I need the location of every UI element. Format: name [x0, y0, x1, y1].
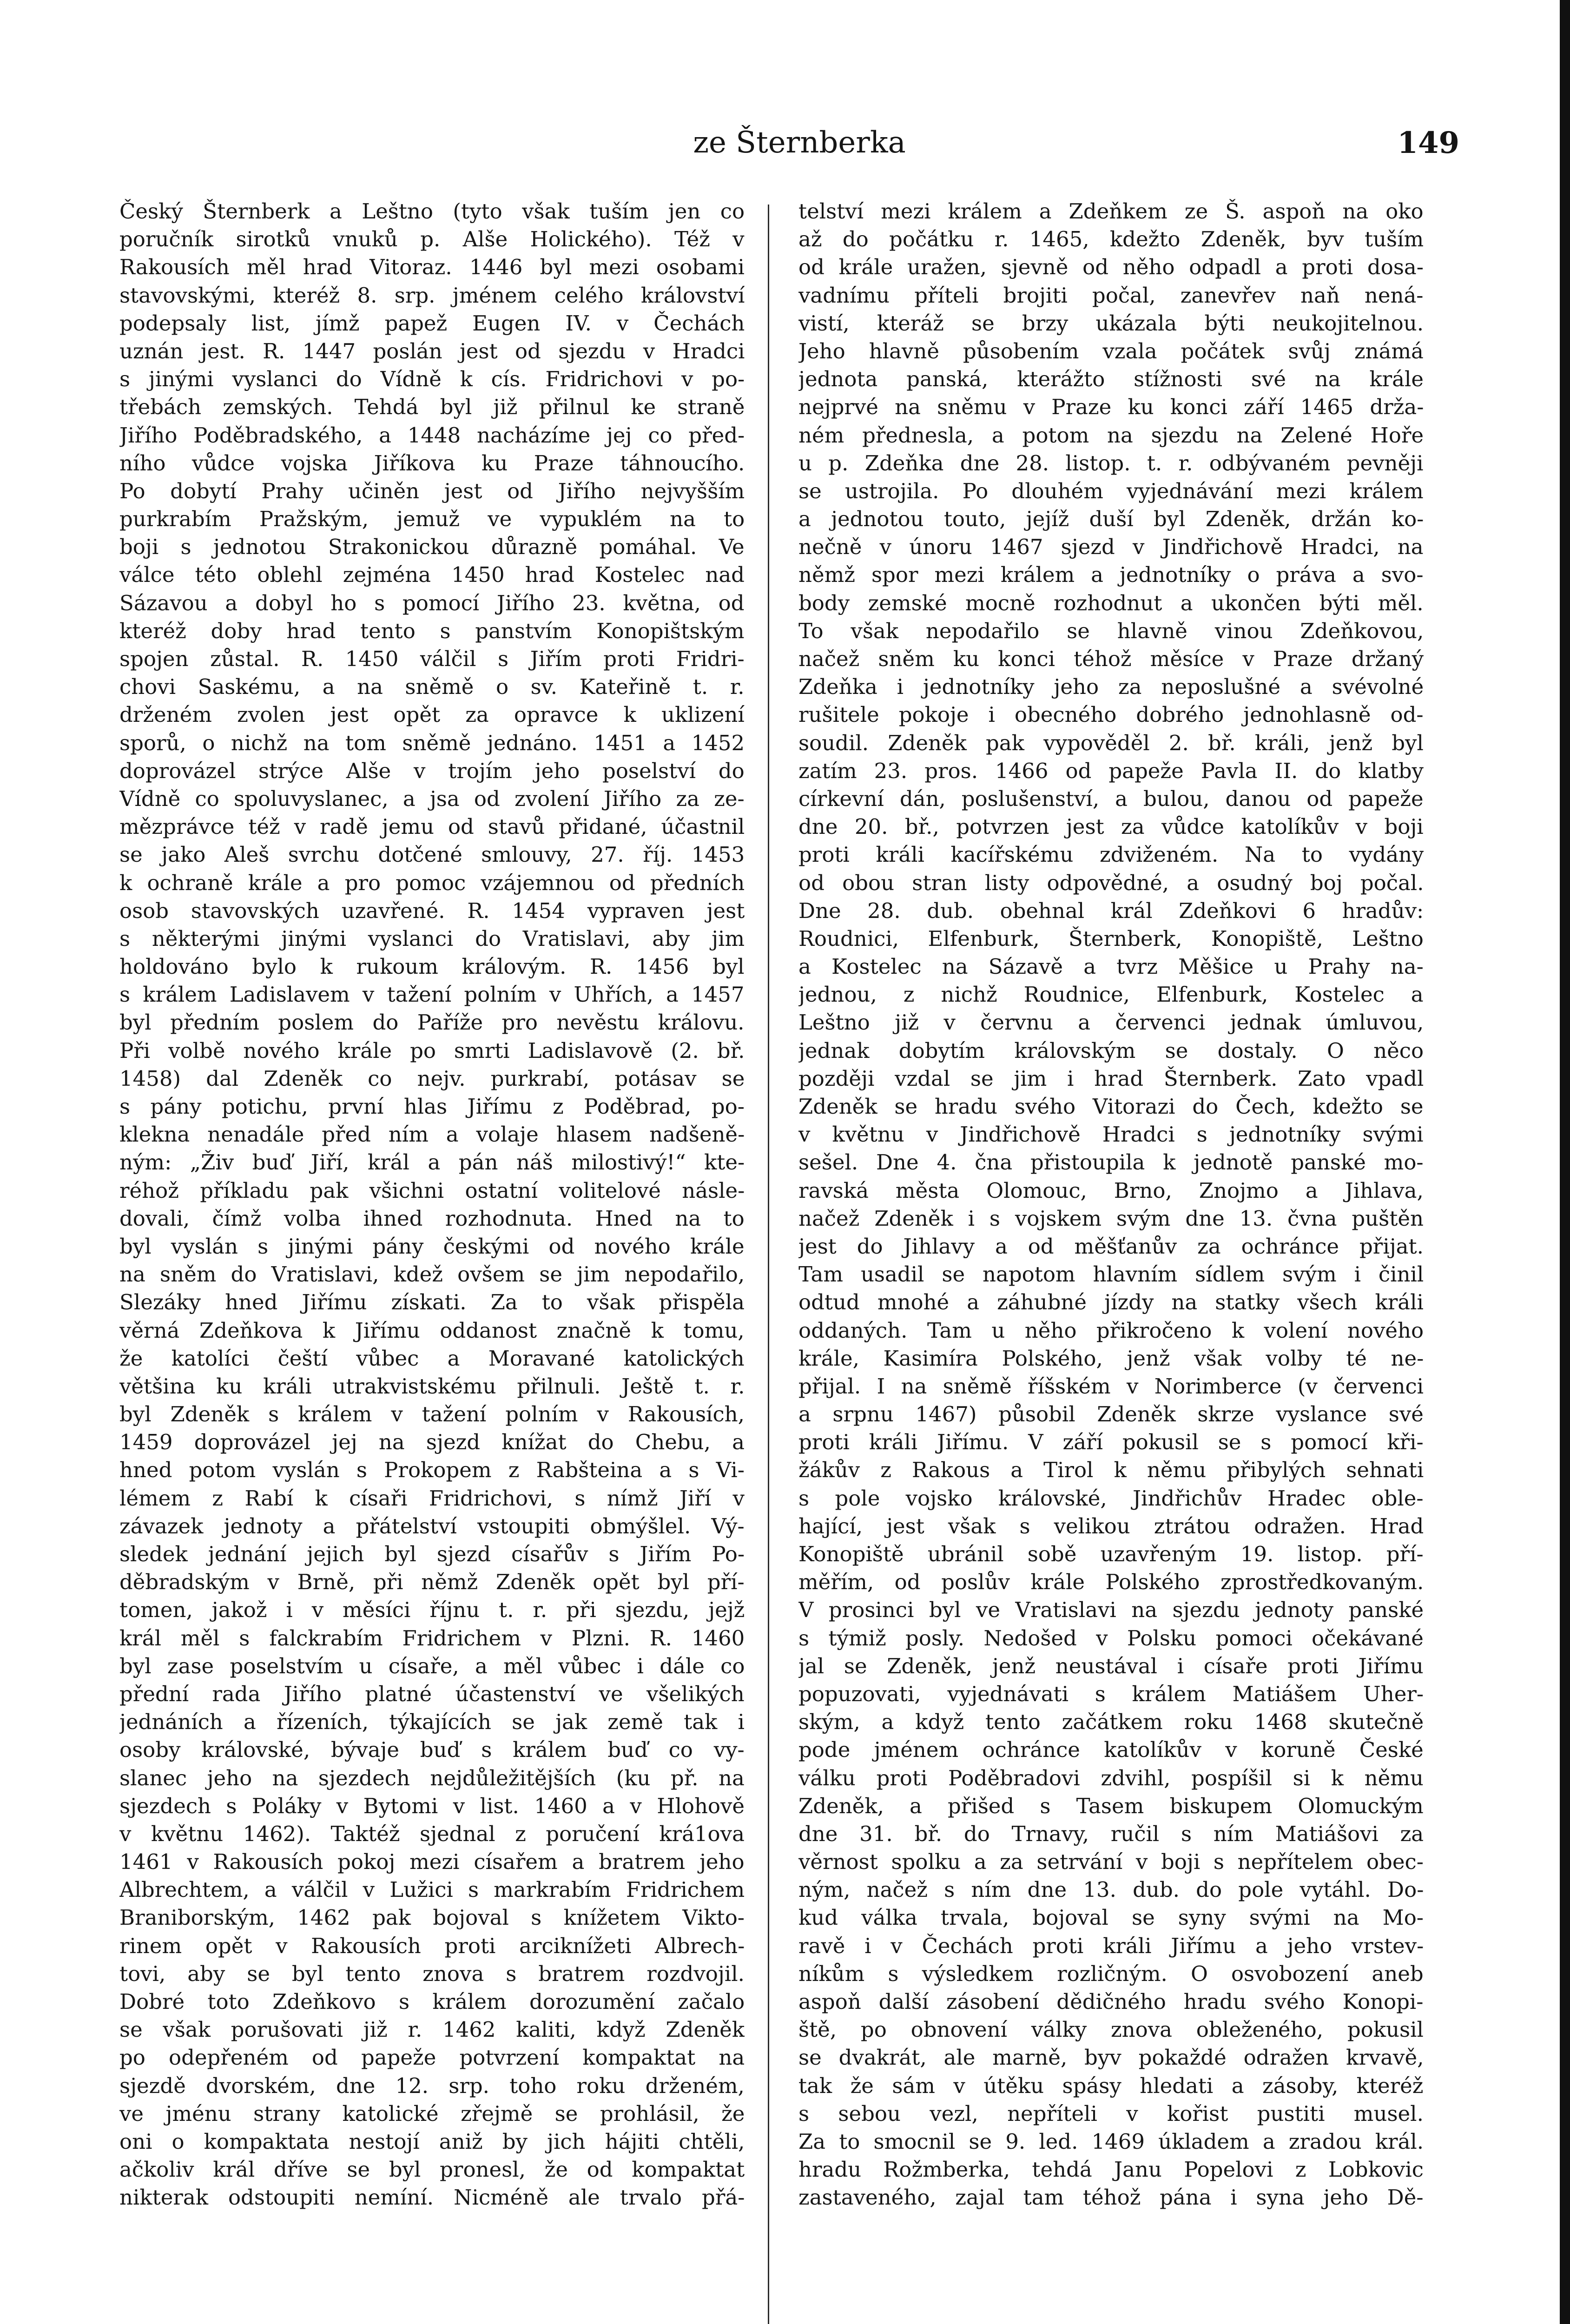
text-line: body zemské mocně rozhodnut a ukončen býti měl.: [798, 590, 1424, 615]
text-line: zatím 23. pros. 1466 od papeže Pavla II. do klatby: [798, 758, 1424, 783]
text-line: němž spor mezi králem a jednotníky o práva a svo-: [798, 562, 1424, 588]
right-text-column: [798, 198, 1424, 2212]
text-line: Sázavou a dobyl ho s pomocí Jiřího 23. května, od: [119, 590, 745, 615]
text-line: dne 31. bř. do Trnavy, ručil s ním Matiášovi za: [798, 1821, 1424, 1846]
text-line: tomen, jakož i v měsíci říjnu t. r. při sjezdu, jejž: [119, 1598, 745, 1623]
text-line: kud válka trvala, bojoval se syny svými na Mo-: [798, 1905, 1424, 1930]
text-line: ačkoliv král dříve se byl pronesl, že od kompaktat: [119, 2157, 745, 2182]
page-number: 149: [1397, 125, 1459, 160]
text-line: V prosinci byl ve Vratislavi na sjezdu jednoty panské: [798, 1598, 1424, 1623]
text-line: Braniborským, 1462 pak bojoval s knížetem Vikto-: [119, 1905, 745, 1930]
text-line: ve jménu strany katolické zřejmě se prohlásil, že: [119, 2101, 745, 2126]
text-line: Dne 28. dub. obehnal král Zdeňkovi 6 hradův:: [798, 898, 1424, 923]
text-line: holdováno bylo k rukoum královým. R. 1456 byl: [119, 954, 745, 979]
text-line: oddaných. Tam u něho přikročeno k volení nového: [798, 1318, 1424, 1343]
text-line: 1459 doprovázel jej na sjezd knížat do Chebu, a: [119, 1430, 745, 1455]
text-line: vistí, kteráž se brzy ukázala býti neukojitelnou.: [798, 310, 1424, 336]
text-line: krále, Kasimíra Polského, jenž však volby té ne-: [798, 1346, 1424, 1371]
text-line: děbradským v Brně, při němž Zdeněk opět byl pří-: [119, 1570, 745, 1595]
text-line: Při volbě nového krále po smrti Ladislavově (2. bř.: [119, 1038, 745, 1063]
text-line: níkům s výsledkem rozličným. O osvobození aneb: [798, 1961, 1424, 1986]
text-line: vadnímu příteli brojiti počal, zanevřev naň nená-: [798, 283, 1424, 308]
text-line: oni o kompaktata nestojí aniž by jich hájiti chtěli,: [119, 2129, 745, 2154]
text-line: jednáních a řízeních, týkajících se jak země tak i: [119, 1710, 745, 1735]
text-line: Roudnici, Elfenburk, Šternberk, Konopiště, Leštno: [798, 926, 1424, 951]
text-line: Albrechtem, a válčil v Lužici s markrabím Fridrichem: [119, 1877, 745, 1902]
text-line: dne 20. bř., potvrzen jest za vůdce katolíkův v boji: [798, 814, 1424, 839]
text-line: od obou stran listy odpovědné, a osudný boj počal.: [798, 870, 1424, 895]
text-line: byl zase poselstvím u císaře, a měl vůbec i dále co: [119, 1653, 745, 1678]
text-line: 1458) dal Zdeněk co nejv. purkrabí, potásav se: [119, 1066, 745, 1091]
text-line: s pole vojsko královské, Jindřichův Hradec oble-: [798, 1486, 1424, 1511]
text-line: načež sněm ku konci téhož měsíce v Praze držaný: [798, 647, 1424, 671]
text-line: sjezdě dvorském, dne 12. srp. toho roku drženém,: [119, 2073, 745, 2098]
text-line: Konopiště ubránil sobě uzavřeným 19. listop. pří-: [798, 1542, 1424, 1566]
text-line: Zdeněk se hradu svého Vitorazi do Čech, kdežto se: [798, 1094, 1424, 1119]
scan-border: [1560, 0, 1570, 2324]
text-line: se ustrojila. Po dlouhém vyjednávání mezi králem: [798, 478, 1424, 503]
text-line: tak že sám v útěku spásy hledati a zásoby, kteréž: [798, 2073, 1424, 2098]
text-line: jednou, z nichž Roudnice, Elfenburk, Kostelec a: [798, 982, 1424, 1007]
text-line: žákův z Rakous a Tirol k němu přibylých sehnati: [798, 1458, 1424, 1483]
text-line: klekna nenadále před ním a volaje hlasem nadšeně-: [119, 1122, 745, 1147]
text-line: s pány potichu, první hlas Jiřímu z Poděbrad, po-: [119, 1094, 745, 1119]
text-line: pode jménem ochránce katolíkův v koruně České: [798, 1737, 1424, 1763]
text-line: třebách zemských. Tehdá byl již přilnul ke straně: [119, 395, 745, 420]
text-line: a srpnu 1467) působil Zdeněk skrze vyslance své: [798, 1402, 1424, 1427]
text-line: sjezdech s Poláky v Bytomi v list. 1460 a v Hlohově: [119, 1793, 745, 1818]
text-line: ravě i v Čechách proti králi Jiřímu a jeho vrstev-: [798, 1933, 1424, 1958]
text-line: závazek jednoty a přátelství vstoupiti obmýšlel. Vý-: [119, 1513, 745, 1538]
text-line: jal se Zdeněk, jenž neustával i císaře proti Jiřímu: [798, 1653, 1424, 1678]
text-line: hradu Rožmberka, tehdá Janu Popelovi z Lobkovic: [798, 2157, 1424, 2182]
text-line: To však nepodařilo se hlavně vinou Zdeňkovou,: [798, 618, 1424, 643]
text-line: réhož příkladu pak všichni ostatní volitelové násle-: [119, 1178, 745, 1203]
text-line: ným, načež s ním dne 13. dub. do pole vytáhl. Do-: [798, 1877, 1424, 1902]
text-line: proti králi Jiřímu. V září pokusil se s pomocí kři-: [798, 1430, 1424, 1455]
text-line: zastaveného, zajal tam téhož pána i syna jeho Dě-: [798, 2185, 1424, 2210]
text-line: Slezáky hned Jiřímu získati. Za to však přispěla: [119, 1290, 745, 1315]
text-line: Jeho hlavně působením vzala počátek svůj známá: [798, 338, 1424, 363]
text-line: doprovázel strýce Alše v trojím jeho poselství do: [119, 758, 745, 783]
text-line: načež Zdeněk i s vojskem svým dne 13. čvna puštěn: [798, 1206, 1424, 1231]
text-line: Po dobytí Prahy učiněn jest od Jiřího nejvyšším: [119, 478, 745, 503]
text-line: purkrabím Pražským, jemuž ve vypuklém na to: [119, 507, 745, 532]
text-line: válce této oblehl zejména 1450 hrad Kostelec nad: [119, 562, 745, 588]
text-line: se jako Aleš svrchu dotčené smlouvy, 27. říj. 1453: [119, 842, 745, 867]
text-line: přední rada Jiřího platné účastenství ve všelikých: [119, 1681, 745, 1706]
text-line: popuzovati, vyjednávati s králem Matiášem Uher-: [798, 1681, 1424, 1706]
text-line: osoby královské, bývaje buď s králem buď co vy-: [119, 1737, 745, 1763]
text-line: boji s jednotou Strakonickou důrazně pomáhal. Ve: [119, 535, 745, 560]
text-line: odtud mnohé a záhubné jízdy na statky všech králi: [798, 1290, 1424, 1315]
text-line: válku proti Poděbradovi zdvihl, pospíšil si k němu: [798, 1765, 1424, 1790]
text-line: sledek jednání jejich byl sjezd císařův s Jiřím Po-: [119, 1542, 745, 1566]
text-line: později vzdal se jim i hrad Šternberk. Zato vpadl: [798, 1066, 1424, 1091]
text-line: v květnu v Jindřichově Hradci s jednotníky svými: [798, 1122, 1424, 1147]
text-line: Jiřího Poděbradského, a 1448 nacházíme jej co před-: [119, 423, 745, 448]
text-line: přijal. I na sněmě říšském v Norimberce (v červenci: [798, 1373, 1424, 1399]
text-line: na sněm do Vratislavi, kdež ovšem se jim nepodařilo,: [119, 1262, 745, 1287]
column-divider: [768, 205, 769, 2324]
text-line: ném přednesla, a potom na sjezdu na Zelené Hoře: [798, 423, 1424, 448]
text-line: král měl s falckrabím Fridrichem v Plzni. R. 1460: [119, 1625, 745, 1651]
text-line: uznán jest. R. 1447 poslán jest od sjezdu v Hradci: [119, 338, 745, 363]
text-line: byl Zdeněk s králem v tažení polním v Rakousích,: [119, 1402, 745, 1427]
text-line: 1461 v Rakousích pokoj mezi císařem a bratrem jeho: [119, 1849, 745, 1875]
text-line: s králem Ladislavem v tažení polním v Uhřích, a 1457: [119, 982, 745, 1007]
text-line: věrná Zdeňkova k Jiřímu oddanost značně k tomu,: [119, 1318, 745, 1343]
text-line: Zdeněk, a přišed s Tasem biskupem Olomuckým: [798, 1793, 1424, 1818]
text-line: osob stavovských uzavřené. R. 1454 vypraven jest: [119, 898, 745, 923]
text-line: rušitele pokoje i obecného dobrého jednohlasně od-: [798, 702, 1424, 727]
text-line: se však porušovati již r. 1462 kaliti, když Zdeněk: [119, 2017, 745, 2042]
text-line: hned potom vyslán s Prokopem z Rabšteina a s Vi-: [119, 1458, 745, 1483]
text-line: stavovskými, kteréž 8. srp. jménem celého království: [119, 283, 745, 308]
text-line: sporů, o nichž na tom sněmě jednáno. 1451 a 1452: [119, 730, 745, 755]
text-line: po odepřeném od papeže potvrzení kompaktat na: [119, 2045, 745, 2070]
text-line: tovi, aby se byl tento znova s bratrem rozdvojil.: [119, 1961, 745, 1986]
text-line: v květnu 1462). Taktéž sjednal z poručení krá1ova: [119, 1821, 745, 1846]
text-line: s některými jinými vyslanci do Vratislavi, aby jim: [119, 926, 745, 951]
text-line: ským, a když tento začátkem roku 1468 skutečně: [798, 1710, 1424, 1735]
text-line: Rakousích měl hrad Vitoraz. 1446 byl mezi osobami: [119, 255, 745, 280]
text-line: jednak dobytím královským se dostaly. O něco: [798, 1038, 1424, 1063]
text-line: a Kostelec na Sázavě a tvrz Měšice u Prahy na-: [798, 954, 1424, 979]
text-line: Český Šternberk a Leštno (tyto však tuším jen co: [119, 199, 745, 224]
text-line: slanec jeho na sjezdech nejdůležitějších (ku př. na: [119, 1765, 745, 1790]
text-line: Za to smocnil se 9. led. 1469 úkladem a zradou král.: [798, 2129, 1424, 2154]
text-line: Dobré toto Zdeňkovo s králem dorozumění začalo: [119, 1989, 745, 2014]
text-line: podepsaly list, jímž papež Eugen IV. v Čechách: [119, 310, 745, 336]
text-line: proti králi kacířskému zdviženém. Na to vydány: [798, 842, 1424, 867]
text-line: církevní dán, poslušenství, a bulou, danou od papeže: [798, 786, 1424, 811]
text-line: a jednotou touto, jejíž duší byl Zdeněk, držán ko-: [798, 507, 1424, 532]
text-line: byl předním poslem do Paříže pro nevěstu královu.: [119, 1010, 745, 1035]
text-line: sešel. Dne 4. čna přistoupila k jednotě panské mo-: [798, 1150, 1424, 1175]
text-line: až do počátku r. 1465, kdežto Zdeněk, byv tuším: [798, 227, 1424, 252]
text-line: Leštno již v červnu a červenci jednak úmluvou,: [798, 1010, 1424, 1035]
text-line: chovi Saskému, a na sněmě o sv. Kateřině t. r.: [119, 674, 745, 700]
text-line: mězprávce též v radě jemu od stavů přidané, účastnil: [119, 814, 745, 839]
text-line: nejprvé na sněmu v Praze ku konci září 1465 drža-: [798, 395, 1424, 420]
text-line: u p. Zdeňka dne 28. listop. t. r. odbývaném pevněji: [798, 450, 1424, 475]
text-line: od krále uražen, sjevně od něho odpadl a proti dosa-: [798, 255, 1424, 280]
text-line: s jinými vyslanci do Vídně k cís. Fridrichovi v po-: [119, 367, 745, 392]
text-line: poručník sirotků vnuků p. Alše Holického). Též v: [119, 227, 745, 252]
text-line: telství mezi králem a Zdeňkem ze Š. aspoň na oko: [798, 199, 1424, 224]
text-line: ným: „Živ buď Jiří, král a pán náš milostivý!“ kte-: [119, 1150, 745, 1175]
text-line: většina ku králi utrakvistskému přilnuli. Ještě t. r.: [119, 1373, 745, 1399]
text-line: měřím, od poslův krále Polského zprostředkovaným.: [798, 1570, 1424, 1595]
text-line: s sebou vezl, nepříteli v kořist pustiti musel.: [798, 2101, 1424, 2126]
running-title: ze Šternberka: [693, 125, 906, 160]
text-line: Tam usadil se napotom hlavním sídlem svým i činil: [798, 1262, 1424, 1287]
text-line: že katolíci čeští vůbec a Moravané katolických: [119, 1346, 745, 1371]
text-line: ního vůdce vojska Jiříkova ku Praze táhnoucího.: [119, 450, 745, 475]
text-line: se dvakrát, ale marně, byv pokaždé odražen krvavě,: [798, 2045, 1424, 2070]
text-line: byl vyslán s jinými pány českými od nového krále: [119, 1234, 745, 1259]
text-line: Zdeňka i jednotníky jeho za neposlušné a svévolné: [798, 674, 1424, 700]
text-line: věrnost spolku a za setrvání v boji s nepřítelem obec-: [798, 1849, 1424, 1875]
text-line: kteréž doby hrad tento s panstvím Konopištským: [119, 618, 745, 643]
text-line: s týmiž posly. Nedošed v Polsku pomoci očekávané: [798, 1625, 1424, 1651]
text-line: drženém zvolen jest opět za opravce k uklizení: [119, 702, 745, 727]
text-line: jednota panská, kterážto stížnosti své na krále: [798, 367, 1424, 392]
text-line: nikterak odstoupiti nemíní. Nicméně ale trvalo přá-: [119, 2185, 745, 2210]
text-line: k ochraně krále a pro pomoc vzájemnou od předních: [119, 870, 745, 895]
text-line: nečně v únoru 1467 sjezd v Jindřichově Hradci, na: [798, 535, 1424, 560]
text-line: rinem opět v Rakousích proti arciknížeti Albrech-: [119, 1933, 745, 1958]
text-line: soudil. Zdeněk pak vypověděl 2. bř. králi, jenž byl: [798, 730, 1424, 755]
left-text-column: [119, 198, 745, 2212]
text-line: hající, jest však s velikou ztrátou odražen. Hrad: [798, 1513, 1424, 1538]
text-line: Vídně co spoluvyslanec, a jsa od zvolení Jiřího za ze-: [119, 786, 745, 811]
text-line: lémem z Rabí k císaři Fridrichovi, s nímž Jiří v: [119, 1486, 745, 1511]
text-line: ště, po obnovení války znova obleženého, pokusil: [798, 2017, 1424, 2042]
text-line: aspoň další zásobení dědičného hradu svého Konopi-: [798, 1989, 1424, 2014]
text-line: spojen zůstal. R. 1450 válčil s Jiřím proti Fridri-: [119, 647, 745, 671]
text-line: jest do Jihlavy a od měšťanův za ochránce přijat.: [798, 1234, 1424, 1259]
text-line: ravská města Olomouc, Brno, Znojmo a Jihlava,: [798, 1178, 1424, 1203]
text-line: dovali, čímž volba ihned rozhodnuta. Hned na to: [119, 1206, 745, 1231]
